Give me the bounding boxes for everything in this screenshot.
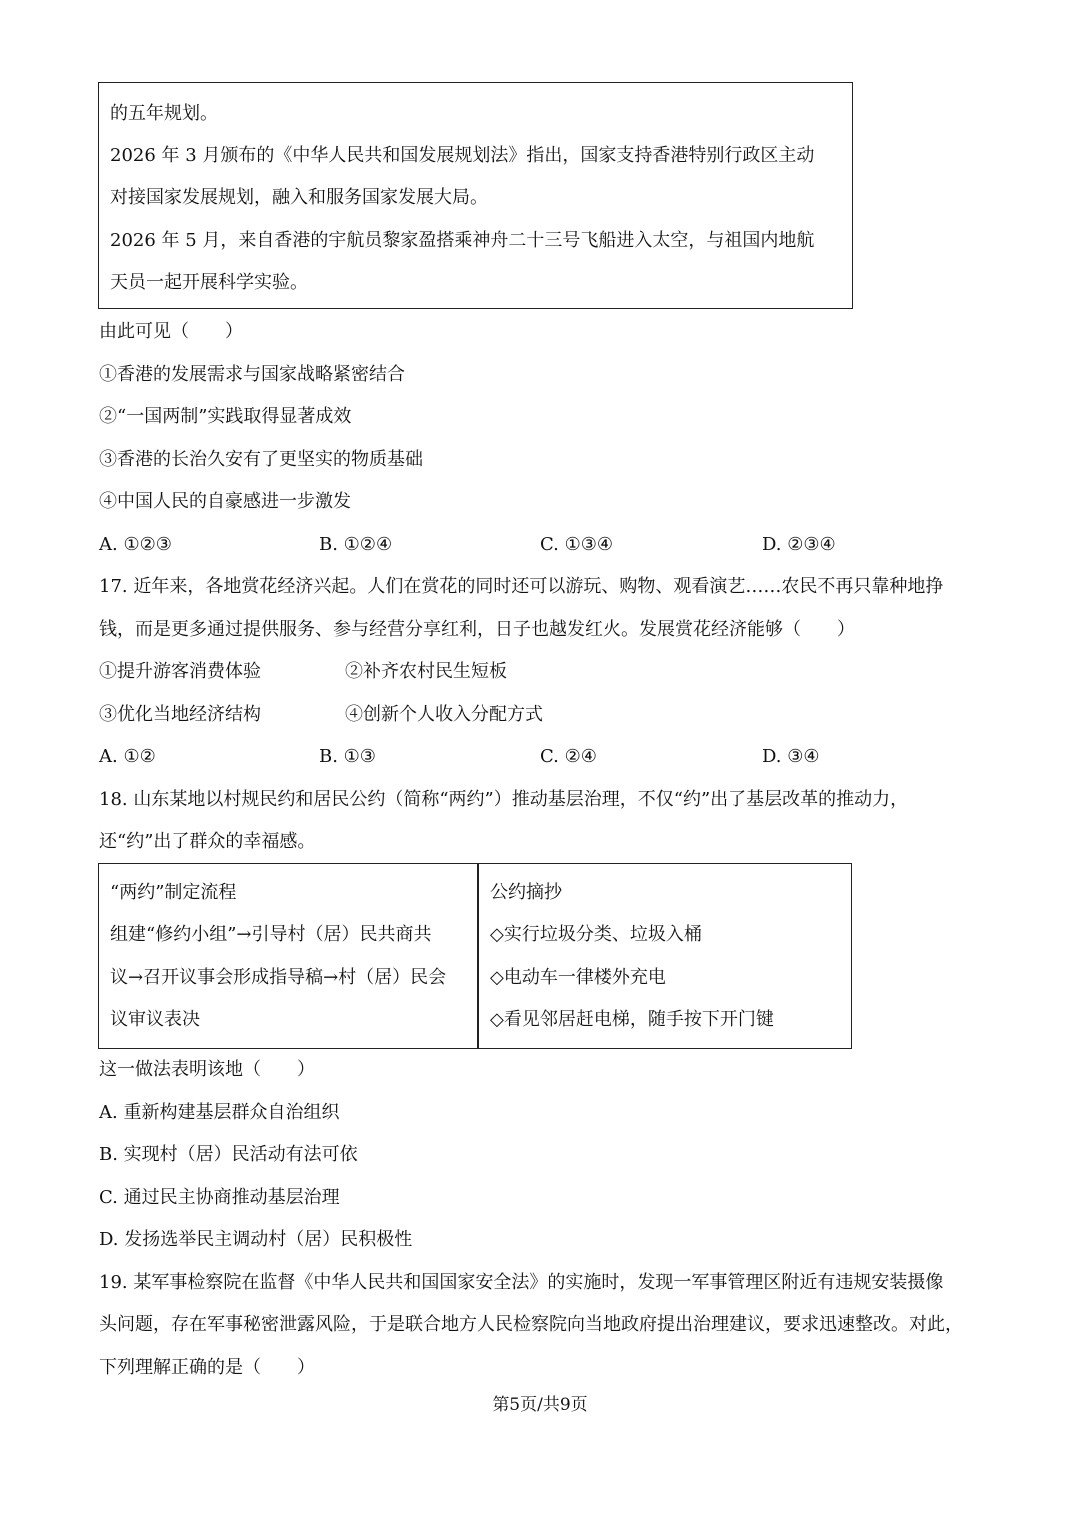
statement-item: ②“一国两制”实践取得显著成效: [99, 406, 352, 427]
answer-option-a: A. ①②③: [99, 534, 172, 555]
answer-option-b: B. 实现村（居）民活动有法可依: [99, 1144, 358, 1165]
question-19-stem: 头问题，存在军事秘密泄露风险，于是联合地方人民检察院向当地政府提出治理建议，要求迅速整改。对此，: [99, 1314, 963, 1335]
table-cell-right: ◇电动车一律楼外充电: [490, 967, 666, 988]
answer-option-c: C. 通过民主协商推动基层治理: [99, 1187, 340, 1208]
statement-item: ④创新个人收入分配方式: [345, 704, 543, 725]
question-17-stem: 钱，而是更多通过提供服务、参与经营分享红利，日子也越发红火。发展赏花经济能够（ ）: [99, 619, 855, 640]
question-stem: 由此可见（ ）: [99, 321, 243, 342]
statement-item: ①提升游客消费体验: [99, 661, 261, 682]
table-cell-right: ◇看见邻居赶电梯，随手按下开门键: [490, 1009, 774, 1030]
question-17-stem: 17. 近年来，各地赏花经济兴起。人们在赏花的同时还可以游玩、购物、观看演艺……农民不再只靠种地挣: [99, 576, 944, 597]
answer-option-c: C. ②④: [540, 746, 597, 767]
statement-item: ④中国人民的自豪感进一步激发: [99, 491, 351, 512]
convention-table: [98, 863, 852, 1049]
answer-option-b: B. ①②④: [319, 534, 393, 555]
table-cell-right: ◇实行垃圾分类、垃圾入桶: [490, 924, 702, 945]
statement-item: ③香港的长治久安有了更坚实的物质基础: [99, 449, 423, 470]
answer-option-d: D. ②③④: [762, 534, 836, 555]
question-18-stem: 18. 山东某地以村规民约和居民公约（简称“两约”）推动基层治理，不仅“约”出了基层改革的推动力，: [99, 789, 909, 810]
question-19-stem: 下列理解正确的是（ ）: [99, 1357, 315, 1378]
answer-option-a: A. ①②: [99, 746, 156, 767]
question-19-stem: 19. 某军事检察院在监督《中华人民共和国国家安全法》的实施时，发现一军事管理区附近有违规安装摄像: [99, 1272, 944, 1293]
material-line: 对接国家发展规划，融入和服务国家发展大局。: [110, 187, 488, 208]
table-cell-right: 公约摘抄: [490, 882, 562, 903]
table-cell-left: 议→召开议事会形成指导稿→村（居）民会: [110, 967, 447, 988]
table-cell-left: 议审议表决: [110, 1009, 200, 1030]
material-line: 2026 年 3 月颁布的《中华人民共和国发展规划法》指出，国家支持香港特别行政区主动: [110, 145, 815, 166]
material-line: 2026 年 5 月，来自香港的宇航员黎家盈搭乘神舟二十三号飞船进入太空，与祖国内地航: [110, 230, 815, 251]
page-number: 第5页/共9页: [492, 1395, 588, 1415]
statement-item: ③优化当地经济结构: [99, 704, 261, 725]
table-divider: [477, 864, 479, 1048]
statement-item: ①香港的发展需求与国家战略紧密结合: [99, 364, 405, 385]
statement-item: ②补齐农村民生短板: [345, 661, 507, 682]
answer-option-d: D. ③④: [762, 746, 820, 767]
material-line: 天员一起开展科学实验。: [110, 272, 308, 293]
answer-option-a: A. 重新构建基层群众自治组织: [99, 1102, 340, 1123]
answer-option-c: C. ①③④: [540, 534, 613, 555]
answer-option-d: D. 发扬选举民主调动村（居）民积极性: [99, 1229, 413, 1250]
answer-option-b: B. ①③: [319, 746, 376, 767]
table-cell-left: 组建“修约小组”→引导村（居）民共商共: [110, 924, 432, 945]
material-box: [98, 82, 853, 309]
question-18-ask: 这一做法表明该地（ ）: [99, 1059, 315, 1080]
material-line: 的五年规划。: [110, 103, 218, 124]
question-18-stem: 还“约”出了群众的幸福感。: [99, 831, 316, 852]
table-cell-left: “两约”制定流程: [110, 882, 237, 903]
